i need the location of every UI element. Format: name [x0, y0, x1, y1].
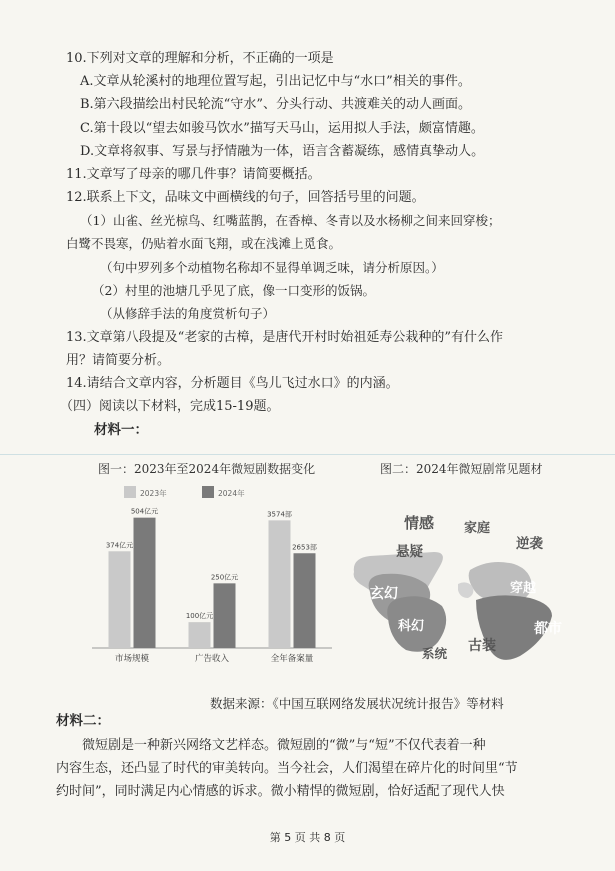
q10-option-b: B.第六段描绘出村民轮流“守水”、分头行动、共渡难关的动人画面。	[80, 97, 471, 112]
material2-line3: 约时间”，同时满足内心情感的诉求。微小精悍的微短剧，恰好适配了现代人快	[56, 784, 505, 799]
q11-text: 11.文章写了母亲的哪几件事？请简要概括。	[66, 167, 321, 182]
q12-stem: 12.联系上下文，品味文中画横线的句子，回答括号里的问题。	[66, 190, 425, 205]
bar	[214, 583, 236, 648]
q12-sentence1-line2: 白鹭不畏寒，仍贴着水面飞翔，或在浅滩上觅食。	[66, 236, 342, 251]
category-label: 全年备案量	[270, 654, 314, 664]
legend-swatch	[202, 486, 214, 498]
topic-word: 玄幻	[370, 586, 398, 602]
category-label: 广告收入	[194, 654, 230, 664]
bar	[269, 520, 291, 648]
topic-word: 家庭	[464, 521, 491, 536]
q12-sentence2: （2）村里的池塘几乎见了底，像一口变形的饭锅。	[92, 283, 375, 298]
q13-line1: 13.文章第八段提及“老家的古樟，是唐代开村时始祖延寿公栽种的”有什么作	[66, 330, 503, 345]
bar-value-label: 374亿元	[105, 541, 134, 550]
legend-label: 2024年	[218, 489, 245, 498]
topic-word: 系统	[422, 646, 448, 661]
figure2-title: 图二：2024年微短剧常见题材	[380, 462, 543, 476]
q10-option-a: A.文章从轮溪村的地理位置写起，引出记忆中与“水口”相关的事件。	[80, 74, 471, 89]
q12-sentence1-line1: （1）山雀、丝光椋鸟、红嘴蓝鹊，在香樟、冬青以及水杨柳之间来回穿梭；	[80, 213, 501, 228]
bar	[109, 551, 131, 648]
page-footer: 第 5 页 共 8 页	[269, 831, 346, 844]
q10-option-d: D.文章将叙事、写景与抒情融为一体，语言含蓄凝练，感情真挚动人。	[80, 144, 485, 159]
bar-value-label: 250亿元	[210, 573, 239, 582]
legend-label: 2023年	[140, 489, 167, 498]
bar-value-label: 504亿元	[130, 507, 159, 516]
topic-word-cloud	[340, 480, 590, 680]
bar	[294, 553, 316, 648]
q10-option-c: C.第十段以“望去如骏马饮水”描写天马山，运用拟人手法，颇富情趣。	[80, 121, 484, 136]
legend-swatch	[124, 486, 136, 498]
q12-sentence2-hint: （从修辞手法的角度赏析句子）	[100, 306, 276, 321]
material1-label: 材料一：	[94, 422, 148, 438]
topic-word: 都市	[534, 621, 562, 637]
material2-line2: 内容生态，还凸显了时代的审美转向。当今社会，人们渴望在碎片化的时间里“节	[56, 761, 518, 776]
section4-heading: （四）阅读以下材料，完成15-19题。	[60, 399, 280, 414]
q13-line2: 用？请简要分析。	[66, 353, 171, 368]
material2-label: 材料二：	[56, 713, 110, 729]
q12-sentence1-hint: （句中罗列多个动植物名称却不显得单调乏味，请分析原因。）	[100, 260, 444, 275]
bar-value-label: 100亿元	[185, 612, 214, 621]
material2-line1: 微短剧是一种新兴网络文艺样态。微短剧的“微”与“短”不仅代表着一种	[82, 738, 486, 753]
scan-fold-line	[0, 454, 615, 455]
topic-word: 逆袭	[516, 536, 543, 552]
topic-word: 科幻	[398, 619, 425, 634]
category-label: 市场规模	[114, 654, 150, 664]
topic-word: 古装	[468, 638, 496, 654]
topic-word: 悬疑	[396, 544, 423, 560]
bar-chart	[80, 478, 340, 668]
bar-value-label: 2653部	[292, 543, 317, 552]
q14-text: 14.请结合文章内容，分析题目《鸟儿飞过水口》的内涵。	[66, 376, 399, 391]
q10-stem: 10.下列对文章的理解和分析，不正确的一项是	[66, 51, 334, 66]
bar	[134, 518, 156, 648]
figure1-title: 图一：2023年至2024年微短剧数据变化	[98, 462, 316, 476]
bar-value-label: 3574部	[267, 510, 292, 519]
topic-word: 情感	[404, 514, 435, 532]
topic-word: 穿越	[510, 581, 537, 596]
bar	[189, 622, 211, 648]
data-source-note: 数据来源：《中国互联网络发展状况统计报告》等材料	[210, 696, 504, 711]
